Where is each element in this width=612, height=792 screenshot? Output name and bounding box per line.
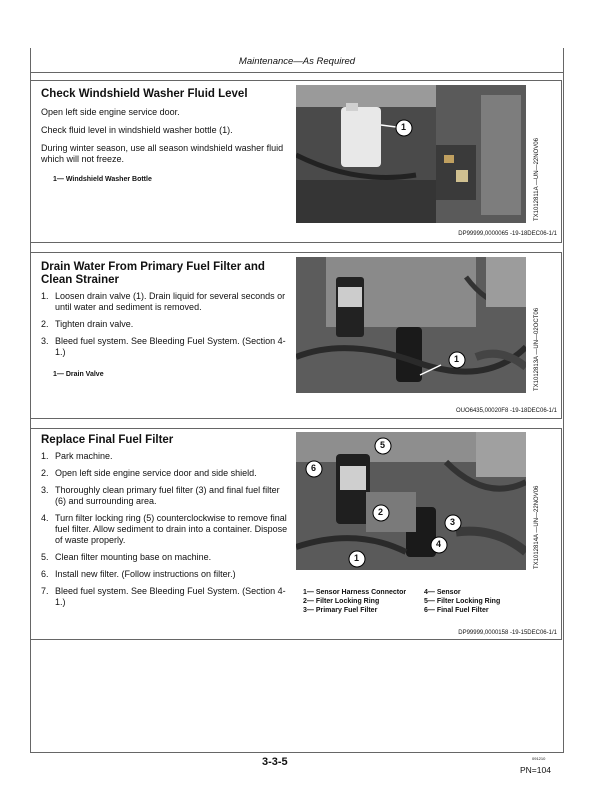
legend-item: 1— Sensor Harness Connector — [303, 589, 407, 596]
step-number: 6. — [41, 569, 49, 579]
step-number: 7. — [41, 586, 49, 596]
legend-item: 1— Drain Valve — [53, 371, 104, 378]
doc-code: DP99999,0000158 -19-15DEC06-1/1 — [458, 630, 557, 636]
section-body — [41, 451, 289, 614]
paragraph: Check fluid level in windshield washer bottle (1). — [41, 125, 233, 135]
step-number: 1. — [41, 291, 49, 301]
washer-bottle-photo — [296, 85, 526, 223]
step — [41, 451, 289, 462]
photo-code: TX1012813A —UN—02OCT06 — [534, 307, 540, 391]
step-text: Turn filter locking ring (5) counterclockwise to remove final fuel filter. Allow sediment to drain into a container. Dispose of waste properly. — [55, 513, 288, 545]
page-number: 3-3-5 — [262, 756, 288, 768]
callout-2: 2 — [378, 507, 384, 517]
figure-legend — [53, 175, 152, 184]
step — [41, 586, 289, 608]
figure-legend — [53, 370, 104, 379]
step-number: 3. — [41, 336, 49, 346]
right-margin-rule — [563, 48, 564, 753]
step-number: 5. — [41, 552, 49, 562]
paragraph: Open left side engine service door. — [41, 107, 180, 117]
photo-code: TX1012814A —UN—22NOV06 — [534, 485, 540, 569]
section-washer-fluid — [30, 80, 562, 243]
final-fuel-filter-photo — [296, 432, 526, 570]
callout-4: 4 — [436, 539, 442, 549]
step-number: 3. — [41, 485, 49, 495]
fuel-filter-drain-photo — [296, 257, 526, 393]
step-number: 1. — [41, 451, 49, 461]
section-body — [41, 107, 289, 172]
legend-item: 6— Final Fuel Filter — [424, 607, 489, 614]
step — [41, 485, 289, 507]
pn-number: PN=104 — [520, 765, 551, 775]
paragraph: During winter season, use all season windshield washer fluid which will not freeze. — [41, 143, 284, 164]
step-list — [41, 451, 289, 608]
section-body — [41, 291, 289, 364]
doc-code: OUO6435,00020F8 -19-18DEC06-1/1 — [455, 408, 557, 414]
callout-3: 3 — [450, 517, 456, 527]
step-number: 2. — [41, 319, 49, 329]
step-text: Loosen drain valve (1). Drain liquid for several seconds or until water and sediment is removed. — [55, 291, 286, 312]
header-rule — [30, 72, 564, 73]
callout-5: 5 — [380, 440, 386, 450]
section-replace-final-filter — [30, 428, 562, 640]
figure-legend-right — [424, 588, 500, 615]
callout-1: 1 — [454, 354, 460, 364]
step — [41, 291, 289, 313]
section-title: Check Windshield Washer Fluid Level — [41, 88, 248, 100]
section-title: Replace Final Fuel Filter — [41, 434, 174, 446]
step-number: 2. — [41, 468, 49, 478]
legend-item: 2— Filter Locking Ring — [303, 598, 380, 605]
print-date: 091210 — [532, 756, 546, 761]
running-header: Maintenance—As Required — [238, 56, 356, 67]
step-text: Open left side engine service door and side shield. — [55, 468, 257, 478]
footer-rule — [30, 752, 564, 753]
step — [41, 319, 289, 330]
callout-1: 1 — [401, 122, 407, 132]
step-number: 4. — [41, 513, 49, 523]
section-title: Drain Water From Primary Fuel Filter and Clean Strainer — [41, 261, 265, 286]
step-text: Bleed fuel system. See Bleeding Fuel System. (Section 4-1.) — [55, 336, 286, 357]
step-text: Tighten drain valve. — [55, 319, 134, 329]
step-list — [41, 291, 289, 358]
step — [41, 569, 289, 580]
legend-item: 5— Filter Locking Ring — [424, 598, 501, 605]
step-text: Clean filter mounting base on machine. — [55, 552, 212, 562]
step — [41, 552, 289, 563]
legend-item: 4— Sensor — [424, 589, 461, 596]
step — [41, 468, 289, 479]
step — [41, 513, 289, 546]
photo-code: TX1012811A —UN—22NOV06 — [534, 138, 540, 221]
step-text: Bleed fuel system. See Bleeding Fuel System. (Section 4-1.) — [55, 586, 286, 607]
doc-code: DP99999,0000065 -19-18DEC06-1/1 — [458, 231, 557, 237]
step-text: Park machine. — [55, 451, 113, 461]
legend-item: 3— Primary Fuel Filter — [303, 607, 378, 614]
callout-6: 6 — [311, 463, 317, 473]
callout-1: 1 — [354, 553, 360, 563]
step — [41, 336, 289, 358]
section-drain-water — [30, 252, 562, 419]
figure-legend-left — [303, 588, 406, 615]
step-text: Thoroughly clean primary fuel filter (3) and final fuel filter (6) and surrounding area. — [55, 485, 280, 506]
legend-item: 1— Windshield Washer Bottle — [53, 176, 152, 183]
step-text: Install new filter. (Follow instructions on filter.) — [55, 569, 236, 579]
